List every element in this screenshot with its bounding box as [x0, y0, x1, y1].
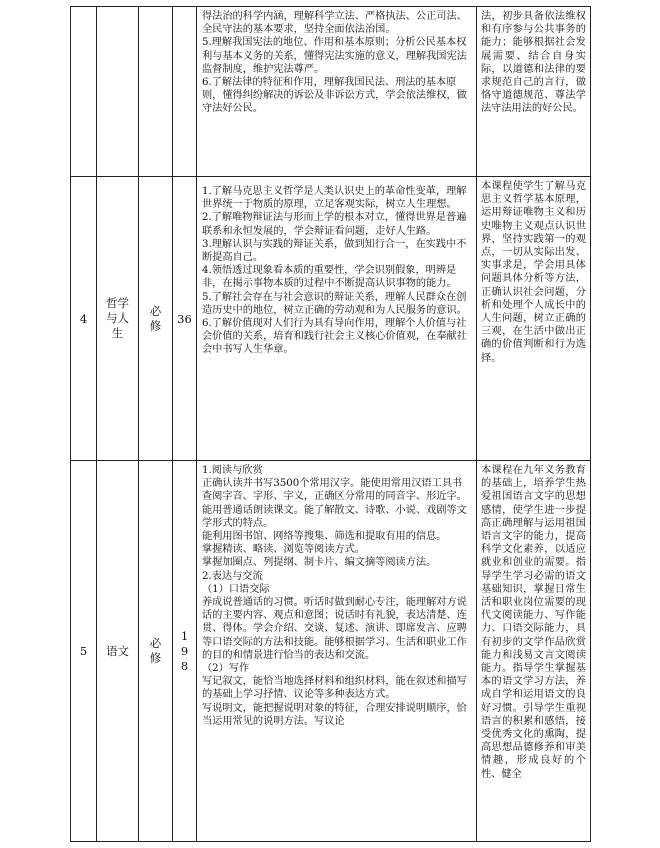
- course-number: 4: [79, 311, 88, 326]
- course-number: 5: [79, 644, 88, 658]
- content-paragraph: 4.领悟透过现象看本质的重要性，学会识别假象，明辨是非，在揭示事物本质的过程中不断提高认识事物的能力。: [202, 265, 457, 290]
- table-row: [71, 177, 591, 461]
- goal-text: 本课程使学生了解马克思主义哲学基本原理，运用辩证唯物主义和历史唯物主义观点认识世界，坚持实践第一的观点，一切从实际出发、实事求是，学会用具体问题具体分析等方法，正确认识社会问题，分析和处理个人成长中的人生问题，树立正确的三观，在生活中做出正确的价值判断和行为选择。: [481, 181, 586, 364]
- content-paragraph: 正确认读并书写3500个常用汉字。能使用常用汉语工具书查阅字音、字形、字义，正确区分常用的同音字、形近字。能用普通话朗读课文。能了解散文、诗歌、小说、戏剧等文学形式的特点。: [202, 478, 467, 529]
- content-paragraph: 6.了解价值现对人们行为具有导向作用，理解个人价值与社会价值的关系，培育和践行社会主义核心价值观，在奉献社会中书写人生华章。: [202, 318, 467, 356]
- content-paragraph: 6.了解法律的特征和作用，理解我国民法、刑法的基本原则，懂得纠纷解决的诉讼及非诉讼方式，学会依法维权，做守法好公民。: [202, 77, 467, 115]
- course-type: 必修: [149, 303, 162, 333]
- course-goal-cell: [477, 7, 591, 177]
- course-content-cell: [197, 7, 477, 177]
- course-hours: 198: [180, 628, 189, 673]
- goal-text: 法，初步具备依法维权和有序参与公共事务的能力；能够根据社会发展需要、结合自身实际，以道德和法律的要求规范自己的言行，做恪守道德规范、尊法学法守法用法的好公民。: [481, 11, 586, 115]
- curriculum-table: [70, 6, 591, 842]
- course-number-cell: [71, 7, 97, 177]
- content-paragraph: （2）写作: [202, 663, 250, 675]
- course-name: 哲学与人生: [106, 296, 129, 340]
- course-name-cell: [97, 461, 139, 842]
- course-goal-cell: [477, 177, 591, 461]
- course-type-cell: [139, 177, 173, 461]
- course-name-cell: [97, 177, 139, 461]
- table-row: [71, 7, 591, 177]
- course-name: 语文: [106, 644, 129, 658]
- course-name-cell: [97, 7, 139, 177]
- course-number-cell: [71, 461, 97, 842]
- course-type-cell: [139, 7, 173, 177]
- table-row: [71, 461, 591, 842]
- content-paragraph: 2.表达与交流: [202, 570, 263, 582]
- course-type-cell: [139, 461, 173, 842]
- course-hours-cell: [173, 7, 197, 177]
- content-paragraph: 掌握加圈点、列提纲、制卡片、编文摘等阅读方法。: [202, 557, 437, 569]
- course-content-cell: [197, 177, 477, 461]
- content-paragraph: （1）口语交际: [202, 583, 270, 595]
- content-paragraph: 5.了解社会存在与社会意识的辩证关系，理解人民群众在创造历史中的地位，树立正确的劳动观和为人民服务的意识。: [202, 291, 467, 316]
- content-paragraph: 1.阅读与欣赏: [202, 465, 263, 476]
- content-paragraph: 3.理解认识与实践的辩证关系，做到知行合一，在实践中不断提高自己。: [202, 238, 467, 264]
- course-content-cell: [197, 461, 477, 842]
- content-paragraph: 2.了解唯物辩证法与形而上学的根本对立，懂得世界是普遍联系和永恒发展的，学会辩证看问题，走好人生路。: [202, 212, 467, 237]
- content-paragraph: 能利用图书馆、网络等搜集、筛选和提取有用的信息。: [202, 531, 447, 543]
- content-paragraph: 掌握精读、略读、浏览等阅读方式。: [202, 544, 365, 556]
- content-paragraph: 写记叙文，能恰当地选择材料和组织材料，能在叙述和描写的基础上学习抒情、议论等多种表达方式。: [202, 676, 467, 701]
- content-paragraph: 得法治的科学内涵，理解科学立法、严格执法、公正司法、全民守法的基本要求，坚持全面依法治国。: [202, 11, 467, 36]
- content-paragraph: 写说明文，能把握说明对象的特征，合理安排说明顺序，恰当运用常见的说明方法。写议论: [202, 702, 467, 727]
- content-paragraph: 养成说普通话的习惯。听话时做到耐心专注，能理解对方说话的主要内容、观点和意图；说话时有礼貌，表达清楚、连贯、得体。学会介绍、交谈、复述、演讲、即席发言、应聘等口语交际的方法和技能。能够根据学习、生活和职业工作的目的和情景进行恰当的表达和交流。: [202, 597, 467, 661]
- course-goal-cell: [477, 461, 591, 842]
- content-paragraph: 1.了解马克思主义哲学是人类认识史上的革命性变革，理解世界统一于物质的原理，立足客观实际，树立人生理想。: [202, 186, 467, 211]
- content-paragraph: 5.理解我国宪法的地位、作用和基本原则；分析公民基本权利与基本义务的关系，懂得宪法实施的意义，理解我国宪法监督制度，维护宪法尊严。: [202, 37, 467, 75]
- course-type: 必修: [149, 636, 162, 665]
- course-hours: 36: [177, 311, 192, 326]
- course-number-cell: [71, 177, 97, 461]
- course-hours-cell: [173, 177, 197, 461]
- goal-text: 本课程在九年义务教育的基础上，培养学生热爱祖国语言文字的思想感情，使学生进一步提高正确理解与运用祖国语言文字的能力，提高科学文化素养，以适应就业和创业的需要。指导学生学习必需的语文基础知识，掌握日常生活和职业岗位需要的现代文阅读能力、写作能力、口语交际能力，具有初步的文学作品欣赏能力和浅易文言文阅读能力。指导学生掌握基本的语文学习方法，养成自学和运用语文的良好习惯。引导学生重视语言的积累和感悟，接受优秀文化的熏陶，提高思想品德修养和审美情趣，形成良好的个性、健全: [481, 465, 586, 780]
- course-hours-cell: [173, 461, 197, 842]
